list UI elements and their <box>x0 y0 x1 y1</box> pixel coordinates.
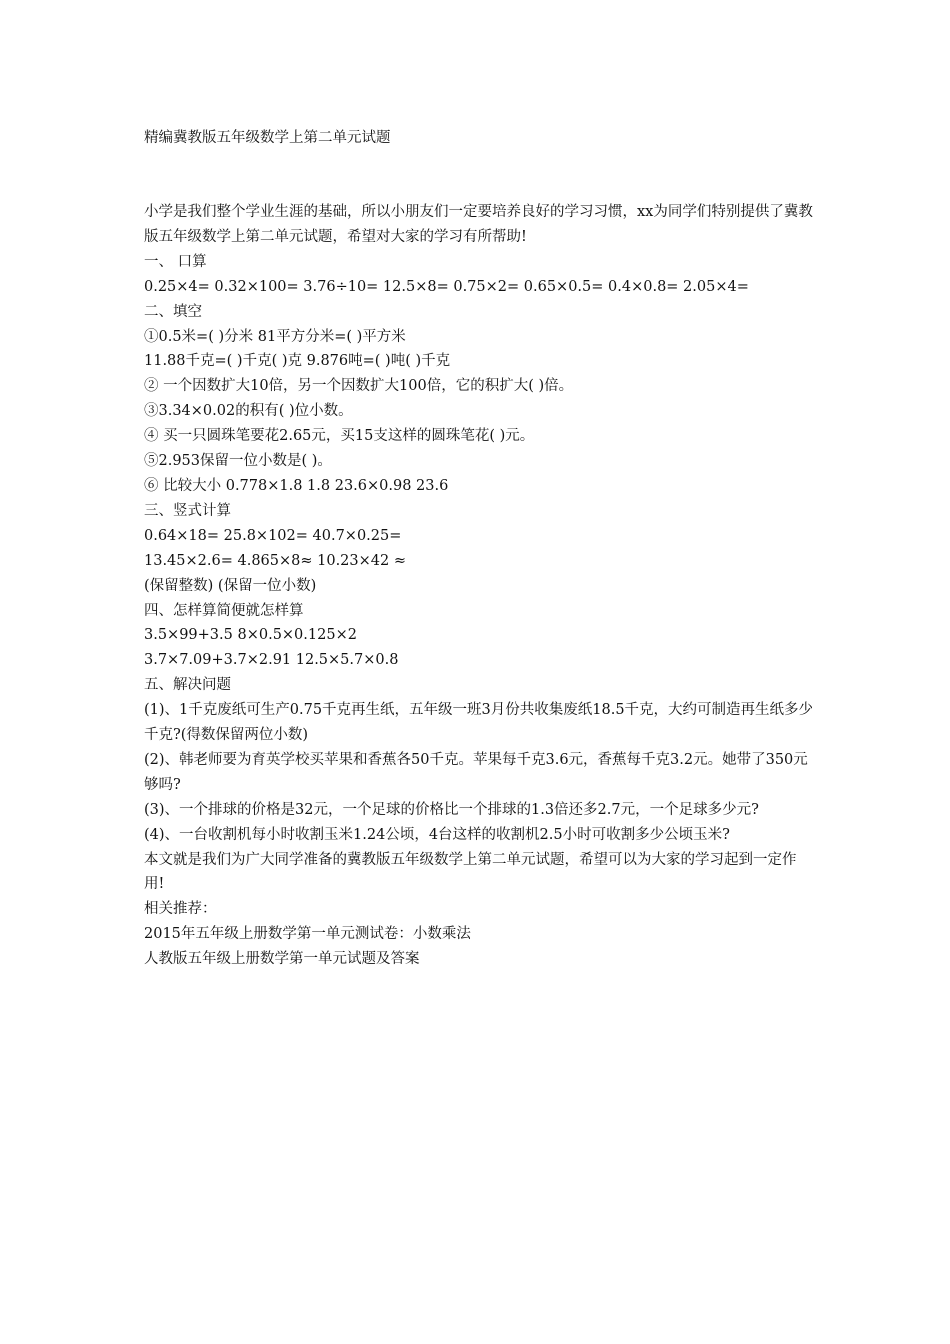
fill-blank-q2: ② 一个因数扩大10倍，另一个因数扩大100倍，它的积扩大( )倍。 <box>144 378 574 395</box>
word-problem-4: (4)、一台收割机每小时收割玉米1.24公顷，4台这样的收割机2.5小时可收割多少公顷玉米? <box>144 826 730 843</box>
related-link-1[interactable]: 2015年五年级上册数学第一单元测试卷：小数乘法 <box>144 926 471 943</box>
related-link-2[interactable]: 人教版五年级上册数学第一单元试题及答案 <box>144 951 420 968</box>
intro-paragraph: 小学是我们整个学业生涯的基础，所以小朋友们一定要培养良好的学习习惯，xx为同学们特别提供了冀教版五年级数学上第二单元试题，希望对大家的学习有所帮助! <box>144 204 813 245</box>
section-heading-fill-blank: 二、填空 <box>144 303 202 320</box>
fill-blank-q4: ④ 买一只圆珠笔要花2.65元，买15支这样的圆珠笔花( )元。 <box>144 428 535 445</box>
fill-blank-q1b: 11.88千克=( )千克( )克 9.876吨=( )吨( )千克 <box>144 353 451 370</box>
section-heading-word-problems: 五、解决问题 <box>144 677 231 694</box>
fill-blank-q1a: ①0.5米=( )分米 81平方分米=( )平方米 <box>144 328 406 345</box>
section-heading-oral-calc: 一、 口算 <box>144 253 207 270</box>
oral-calc-line: 0.25×4= 0.32×100= 3.76÷10= 12.5×8= 0.75×2= 0.65×0.5= 0.4×0.8= 2.05×4= <box>144 278 749 295</box>
document-title: 精编冀教版五年级数学上第二单元试题 <box>144 130 391 146</box>
related-heading: 相关推荐： <box>144 901 217 918</box>
word-problem-1: (1)、1千克废纸可生产0.75千克再生纸，五年级一班3月份共收集废纸18.5千克，大约可制造再生纸多少千克?(得数保留两位小数) <box>144 702 814 744</box>
vertical-calc-line1: 0.64×18= 25.8×102= 40.7×0.25= <box>144 527 402 544</box>
section-heading-vertical-calc: 三、竖式计算 <box>144 502 231 519</box>
document-body <box>144 200 814 972</box>
fill-blank-q6: ⑥ 比较大小 0.778×1.8 1.8 23.6×0.98 23.6 <box>144 477 449 494</box>
word-problem-3: (3)、一个排球的价格是32元，一个足球的价格比一个排球的1.3倍还多2.7元，一个足球多少元? <box>144 801 759 818</box>
section-heading-simplify: 四、怎样算简便就怎样算 <box>144 602 304 619</box>
vertical-calc-line2: 13.45×2.6= 4.865×8≈ 10.23×42 ≈ <box>144 552 406 569</box>
fill-blank-q5: ⑤2.953保留一位小数是( )。 <box>144 453 332 470</box>
simplify-line2: 3.7×7.09+3.7×2.91 12.5×5.7×0.8 <box>144 652 399 669</box>
simplify-line1: 3.5×99+3.5 8×0.5×0.125×2 <box>144 627 357 644</box>
fill-blank-q3: ③3.34×0.02的积有( )位小数。 <box>144 403 353 420</box>
closing-paragraph: 本文就是我们为广大同学准备的冀教版五年级数学上第二单元试题，希望可以为大家的学习起到一定作用! <box>144 851 797 893</box>
vertical-calc-line3: (保留整数) (保留一位小数) <box>144 577 317 594</box>
word-problem-2: (2)、韩老师要为育英学校买苹果和香蕉各50千克。苹果每千克3.6元，香蕉每千克3.2元。她带了350元够吗? <box>144 751 808 793</box>
